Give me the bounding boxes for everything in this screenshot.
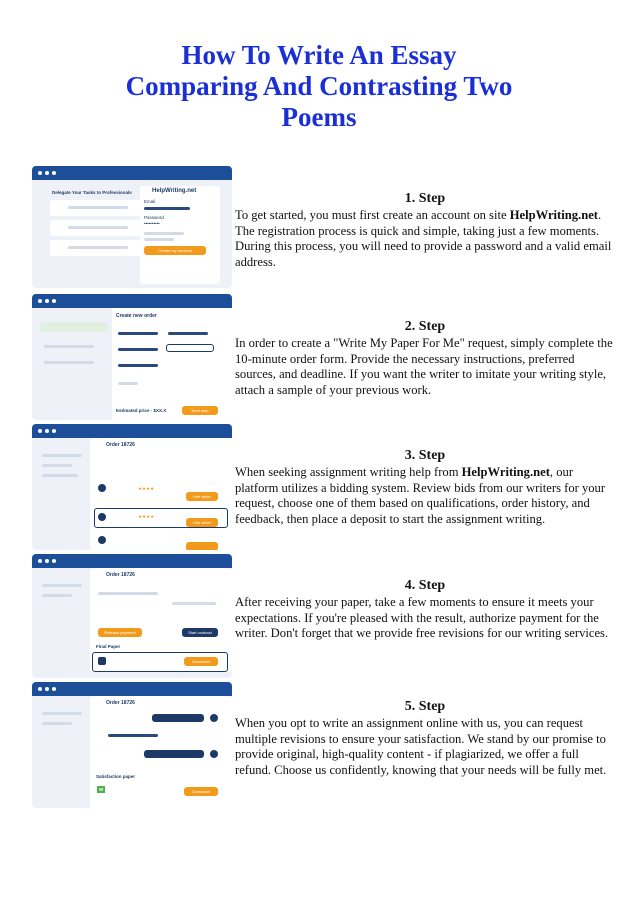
page-title: [0, 40, 638, 133]
step-2-text: [235, 318, 615, 398]
step-3-body: When seeking assignment writing help from HelpWriting.net, our platform utilizes a bidding system. Review bids from our writers for your request, choose one of them based on qualifications, order history, and feedback, then place a deposit to start the assignment writing.: [235, 465, 606, 526]
download-button[interactable]: Download: [184, 657, 218, 666]
title-line-3: Poems: [281, 102, 357, 132]
shot-order-title: Create new order: [116, 313, 157, 319]
step-4-screenshot: [32, 554, 232, 678]
step-5-text: [235, 698, 615, 778]
window-bar: [32, 166, 232, 180]
step-1-text: [235, 190, 615, 270]
brand-link[interactable]: HelpWriting.net: [509, 208, 598, 222]
window-bar: [32, 424, 232, 438]
file-badge: W: [99, 787, 104, 792]
release-payment-button[interactable]: Release payment: [98, 628, 142, 637]
step-2-body: In order to create a "Write My Paper For Me" request, simply complete the 10-minute order form. Provide the necessary instructions, preferred sources, and deadline. If you want the writer to imitate your writing style, attach a sample of your previous work.: [235, 336, 613, 397]
writer-avatar: [98, 484, 106, 492]
shot-site-name: HelpWriting.net: [152, 188, 197, 194]
step-2-screenshot: [32, 294, 232, 420]
step-3-text: [235, 447, 615, 527]
satisfaction-paper-label: Satisfaction paper: [96, 774, 136, 779]
estimated-price: Estimated price · $XX.X: [116, 408, 167, 413]
next-step-button[interactable]: Next step: [182, 406, 218, 415]
hire-writer-button[interactable]: Hire writer: [186, 492, 218, 501]
title-line-2: Comparing And Contrasting Two: [125, 71, 513, 101]
step-3-screenshot: Order 18726 ★★★★ Hire writer ★★★★ Hire writer: [32, 424, 232, 550]
final-paper-label: Final Paper: [96, 644, 121, 649]
file-icon: [98, 657, 106, 665]
start-contract-button[interactable]: Start contract: [182, 628, 218, 637]
shot-left-title: Delegate Your Tasks to Professionals: [52, 190, 132, 195]
window-bar: [32, 554, 232, 568]
window-bar: [32, 294, 232, 308]
step-5-heading: 5. Step: [404, 699, 446, 714]
shot-order-number: Order 18726: [106, 572, 135, 578]
title-line-1: How To Write An Essay: [181, 40, 457, 70]
step-5-screenshot: [32, 682, 232, 808]
step-3-heading: 3. Step: [404, 448, 446, 463]
step-1-body: To get started, you must first create an account on site HelpWriting.net. The registration process is quick and simple, taking just a few moments. During this process, you will need to provide a password and a valid email address.: [235, 208, 612, 269]
step-2-heading: 2. Step: [404, 319, 446, 334]
step-4-body: After receiving your paper, take a few moments to ensure it meets your expectations. If you're pleased with the result, authorize payment for the writer. Don't forget that we provide free revisions for our writing services.: [235, 595, 609, 640]
window-bar: [32, 682, 232, 696]
step-1-heading: 1. Step: [404, 191, 446, 206]
step-4-heading: 4. Step: [404, 578, 446, 593]
shot-order-number: Order 18726: [106, 442, 135, 448]
brand-link[interactable]: HelpWriting.net: [461, 465, 550, 479]
step-1-screenshot: Delegate Your Tasks to Professionals HelpWriting.net Email Password •••••••••• Create my account: [32, 166, 232, 288]
step-4-text: [235, 577, 615, 642]
step-5-body: When you opt to write an assignment online with us, you can request multiple revisions to ensure your satisfaction. We stand by our promise to provide original, high-quality content - if plagiarized, we offer a full refund. Choose us confidently, knowing that your needs will be fully met.: [235, 716, 607, 777]
shot-order-number: Order 18726: [106, 700, 135, 706]
create-account-button[interactable]: Create my account: [144, 246, 206, 255]
download-button[interactable]: Download: [184, 787, 218, 796]
